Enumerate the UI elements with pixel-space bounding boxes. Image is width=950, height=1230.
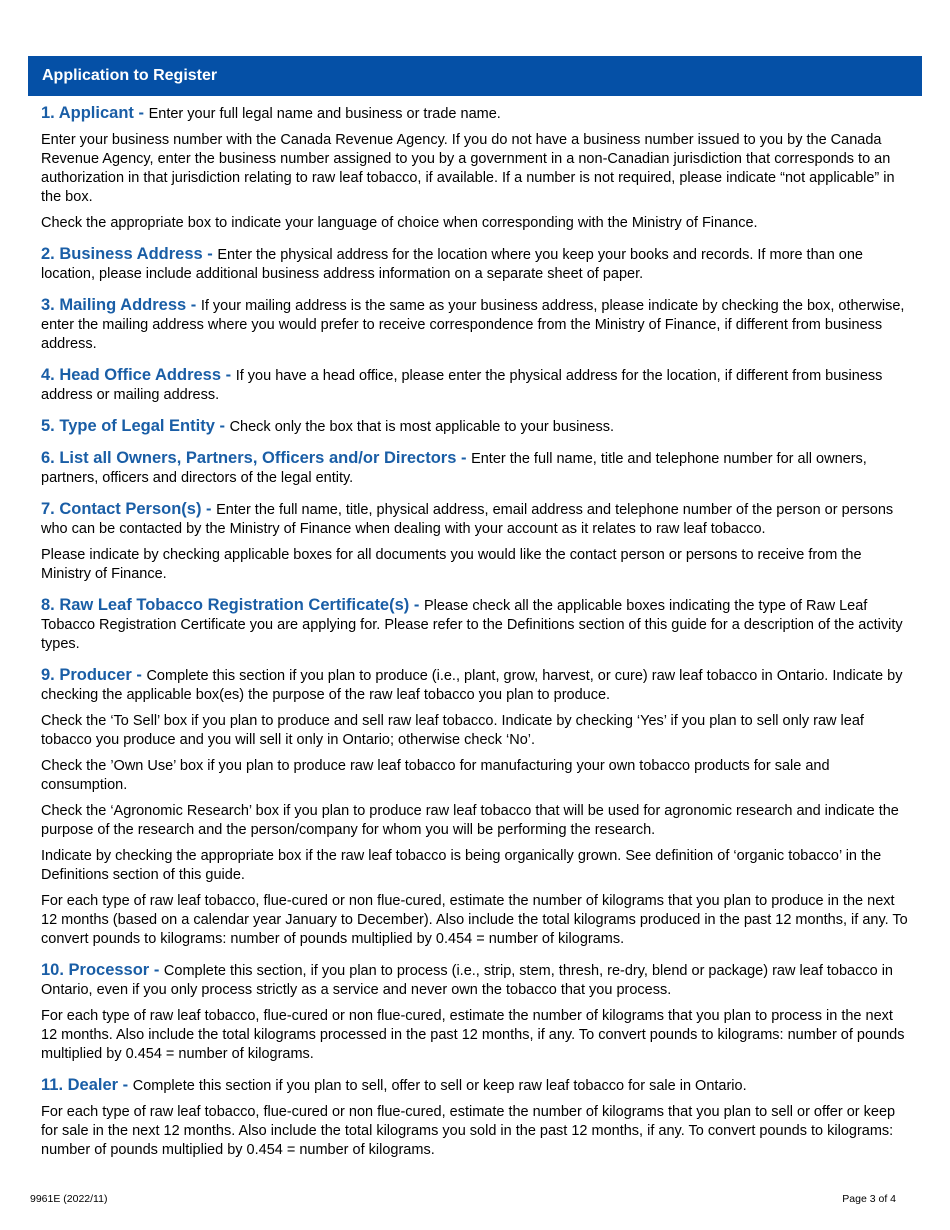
section-lead-text: If you have a head office, please enter the physical address for the location, if different from business address or mailing address. [41,368,883,403]
instruction-section [41,104,911,233]
instruction-section [41,596,911,654]
instruction-section [41,961,911,1064]
section-lead-text: Enter the physical address for the location where you keep your books and records. If more than one location, please include additional business address information on a separate sheet of paper. [41,247,863,282]
section-paragraph: Check the ‘To Sell’ box if you plan to produce and sell raw leaf tobacco. Indicate by checking ‘Yes’ if you plan to sell only raw leaf tobacco you produce and you will sell it only in Ontario; otherwise check ‘No’. [41,713,864,748]
section-lead-text: Complete this section, if you plan to process (i.e., strip, stem, thresh, re-dry, blend or package) raw leaf tobacco in Ontario, even if you only process strictly as a service and never own the tobacco that you process. [41,963,893,998]
section-intro [41,596,911,654]
section-intro [41,104,911,124]
section-paragraph: Check the appropriate box to indicate your language of choice when corresponding with the Ministry of Finance. [41,215,758,231]
section-intro [41,366,911,405]
form-number: 9961E (2022/11) [30,1193,108,1205]
section-heading: 4. Head Office Address - [41,366,236,384]
section-lead-text: Enter the full name, title, physical address, email address and telephone number of the person or persons who can be contacted by the Ministry of Finance when dealing with your account as it relates to raw leaf tobacco. [41,502,894,537]
instruction-section [41,500,911,584]
section-heading: 7. Contact Person(s) - [41,500,217,518]
section-intro [41,417,911,437]
instructions-body [41,104,911,1160]
instruction-section [41,245,911,284]
section-intro [41,296,911,354]
instruction-section [41,417,911,437]
section-heading: 1. Applicant - [41,104,149,122]
section-paragraph: Enter your business number with the Canada Revenue Agency. If you do not have a business number issued to you by the Canada Revenue Agency, enter the business number assigned to you by a government in a non-Canadian jurisdiction that corresponds to an authorization in that jurisdiction relating to raw leaf tobacco, if available. If a number is not required, please indicate “not applicable” in the box. [41,132,895,205]
section-heading: 10. Processor - [41,961,164,979]
instruction-section [41,366,911,405]
page-number: Page 3 of 4 [842,1193,896,1205]
section-paragraph: For each type of raw leaf tobacco, flue-cured or non flue-cured, estimate the number of kilograms that you plan to process in the next 12 months. Also include the total kilograms processed in the past 12 months, if any. To convert pounds to kilograms: number of pounds multiplied by 0.454 = number of kilograms. [41,1008,905,1062]
section-paragraph: For each type of raw leaf tobacco, flue-cured or non flue-cured, estimate the number of kilograms that you plan to produce in the next 12 months (based on a calendar year January to December). Also include the total kilograms produced in the past 12 months, if any. To convert pounds to kilograms: number of pounds multiplied by 0.454 = number of kilograms. [41,893,908,947]
section-lead-text: Complete this section if you plan to produce (i.e., plant, grow, harvest, or cure) raw leaf tobacco in Ontario. Indicate by checking the applicable box(es) the purpose of the raw leaf tobacco you plan to produce. [41,668,903,703]
section-heading: 3. Mailing Address - [41,296,201,314]
instruction-section [41,1076,911,1160]
section-heading: 5. Type of Legal Entity - [41,417,230,435]
section-intro [41,1076,911,1096]
section-intro [41,666,911,705]
section-lead-text: Enter the full name, title and telephone number for all owners, partners, officers and directors of the legal entity. [41,451,867,486]
section-paragraph: Please indicate by checking applicable boxes for all documents you would like the contact person or persons to receive from the Ministry of Finance. [41,547,862,582]
section-heading: 8. Raw Leaf Tobacco Registration Certificate(s) - [41,596,424,614]
instruction-section [41,296,911,354]
section-heading: 9. Producer - [41,666,147,684]
section-paragraph: Check the ‘Agronomic Research’ box if you plan to produce raw leaf tobacco that will be used for agronomic research and indicate the purpose of the research and the person/company for whom you will be performing the research. [41,803,899,838]
section-heading: 2. Business Address - [41,245,218,263]
section-lead-text: Complete this section if you plan to sell, offer to sell or keep raw leaf tobacco for sale in Ontario. [132,1078,747,1094]
section-heading: 6. List all Owners, Partners, Officers and/or Directors - [41,449,472,467]
section-intro [41,961,911,1000]
section-paragraph: For each type of raw leaf tobacco, flue-cured or non flue-cured, estimate the number of kilograms that you plan to sell or offer or keep for sale in the next 12 months. Also include the total kilograms you sold in the past 12 months, if any. To convert pounds to kilograms: number of pounds multiplied by 0.454 = number of kilograms. [41,1104,896,1158]
section-heading: 11. Dealer - [41,1076,133,1094]
section-lead-text: Check only the box that is most applicable to your business. [229,419,615,435]
section-paragraph: Indicate by checking the appropriate box if the raw leaf tobacco is being organically grown. See definition of ‘organic tobacco’ in the Definitions section of this guide. [41,848,882,883]
instruction-section [41,449,911,488]
section-lead-text: If your mailing address is the same as your business address, please indicate by checking the box, otherwise, enter the mailing address where you would prefer to receive correspondence from the Ministry of Finance, if different from business address. [41,298,905,352]
section-lead-text: Please check all the applicable boxes indicating the type of Raw Leaf Tobacco Registration Certificate you are applying for. Please refer to the Definitions section of this guide for a description of the activity types. [41,598,903,652]
section-paragraph: Check the ’Own Use’ box if you plan to produce raw leaf tobacco for manufacturing your own tobacco products for sale and consumption. [41,758,830,793]
section-banner [28,56,922,96]
instruction-section [41,666,911,949]
section-lead-text: Enter your full legal name and business or trade name. [148,106,501,122]
section-intro [41,449,911,488]
section-intro [41,245,911,284]
section-intro [41,500,911,539]
banner-title: Application to Register [42,67,218,84]
